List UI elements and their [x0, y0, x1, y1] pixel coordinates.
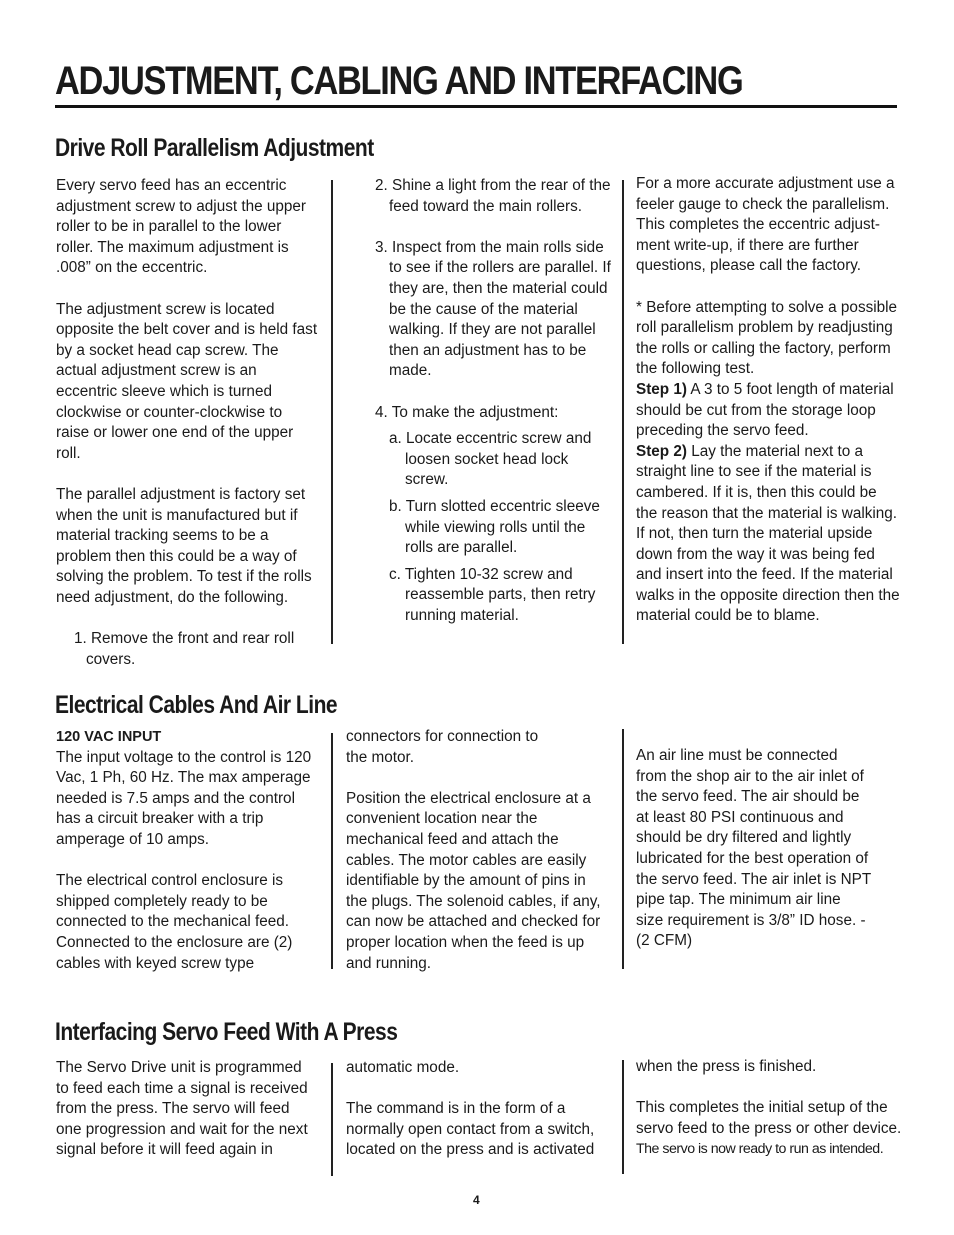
page-number: 4: [473, 1193, 480, 1207]
column-divider: [331, 1063, 333, 1176]
section1-col1-paragraph-2: The adjustment screw is located opposite the belt cover and is held fast by a socket head cap screw. The actual adjustment screw is an eccentric sleeve which is turned clockwise or counter-clockwise to raise or lower one end of the upper roll.: [56, 300, 318, 462]
section3-column-3: [636, 1057, 906, 1160]
section1-step-4: 4. To make the adjustment:: [375, 403, 559, 421]
section2-col1-paragraph-1: The input voltage to the control is 120 Vac, 1 Ph, 60 Hz. The max amperage needed is 7.5 amps and the control has a circuit breaker with a trip amperage of 10 amps.: [56, 748, 312, 848]
section3-col3-paragraph-3: The servo is now ready to run as intended.: [636, 1141, 884, 1158]
column-divider: [622, 729, 624, 969]
section1-step-2: 2. Shine a light from the rear of the feed toward the main rollers.: [375, 177, 611, 215]
step-2-label: Step 2): [636, 442, 687, 460]
section1-col3-paragraph-1: For a more accurate adjustment use a feeler gauge to check the parallelism. This completes the eccentric adjust-ment write-up, if there are further questions, please call the factory.: [636, 175, 895, 275]
section1-column-2: [371, 176, 611, 626]
page-title: ADJUSTMENT, CABLING AND INTERFACING: [55, 59, 743, 103]
section3-col2-paragraph-2: The command is in the form of a normally open contact from a switch, located on the press and is activated: [346, 1100, 595, 1159]
section3-column-1: [56, 1058, 318, 1161]
column-divider: [622, 1060, 624, 1174]
section1-step-4b: b. Turn slotted eccentric sleeve while viewing rolls until the rolls are parallel.: [389, 497, 600, 557]
section1-col3-step-2: [636, 442, 902, 627]
section2-col2-paragraph-1: connectors for connection to the motor.: [346, 728, 539, 766]
section1-step-1: 1. Remove the front and rear roll covers.: [74, 630, 295, 668]
section3-col1-paragraph-1: The Servo Drive unit is programmed to feed each time a signal is received from the press. The servo will feed one progression and wait for the next signal before it will feed again in: [56, 1059, 308, 1159]
section2-column-1: [56, 727, 318, 974]
section1-step-3: 3. Inspect from the main rolls side to see if the rollers are parallel. If they are, then the material could be the cause of the material walking. If they are not parallel then an adjustment has to be made.: [375, 238, 611, 380]
section2-subheading: 120 VAC INPUT: [56, 729, 162, 745]
section2-col2-paragraph-2: Position the electrical enclosure at a convenient location near the mechanical feed and attach the cables. The motor cables are easily identifiable by the amount of pins in the plugs. The solenoid cables, if any, can now be attached and checked for proper location when the feed is up and running.: [346, 789, 601, 972]
section3-col2-paragraph-1: automatic mode.: [346, 1059, 460, 1076]
section2-col3-paragraph-1: An air line must be connected from the shop air to the air inlet of the servo feed. The air should be at least 80 PSI continuous and should be dry filtered and lightly lubricated for the best operation of the servo feed. The air inlet is NPT pipe tap. The minimum air line size requirement is 3/8” ID hose. - (2 CFM): [636, 747, 871, 950]
step-1-label: Step 1): [636, 380, 687, 398]
column-divider: [331, 180, 333, 644]
column-divider: [622, 180, 624, 644]
section1-column-3: [636, 174, 902, 627]
section-heading-drive-roll: Drive Roll Parallelism Adjustment: [55, 134, 374, 162]
section1-step-4c: c. Tighten 10-32 screw and reassemble parts, then retry running material.: [389, 565, 596, 624]
section1-step-4a: a. Locate eccentric screw and loosen socket head lock screw.: [389, 430, 592, 489]
section1-col1-paragraph-1: Every servo feed has an eccentric adjustment screw to adjust the upper roller to be in parallel to the lower roller. The maximum adjustment is .008” on the eccentric.: [56, 177, 306, 277]
step-1-text: A 3 to 5 foot length of material should be cut from the storage loop preceding the servo feed.: [636, 380, 894, 440]
section3-column-2: [346, 1058, 610, 1161]
title-rule: [55, 105, 897, 108]
column-divider: [331, 733, 333, 969]
section-heading-electrical: Electrical Cables And Air Line: [55, 691, 338, 719]
section-heading-interfacing: Interfacing Servo Feed With A Press: [55, 1018, 398, 1046]
section2-column-2: [346, 727, 608, 974]
section1-column-1: [56, 176, 318, 670]
section3-col3-paragraph-1: when the press is finished.: [636, 1058, 817, 1075]
step-2-text: Lay the material next to a straight line to see if the material is cambered. If it is, then this could be the reason that the material is walking. If not, then turn the material upside down from the way it was being fed and insert into the feed. If the material walks in the opposite direction then the material could be to blame.: [636, 442, 900, 625]
section2-col1-paragraph-2: The electrical control enclosure is shipped completely ready to be connected to the mechanical feed. Connected to the enclosure are (2) cables with keyed screw type: [56, 872, 293, 972]
section1-col3-paragraph-2: * Before attempting to solve a possible roll parallelism problem by readjusting the rolls or calling the factory, perform the following test.: [636, 298, 898, 378]
section1-col1-paragraph-3: The parallel adjustment is factory set when the unit is manufactured but if material tracking seems to be a problem then this could be a way of solving the problem. To test if the rolls need adjustment, do the following.: [56, 485, 312, 606]
section1-col3-step-1: [636, 380, 902, 442]
section3-col3-paragraph-2: This completes the initial setup of the servo feed to the press or other device.: [636, 1099, 902, 1137]
section2-column-3: [636, 746, 872, 952]
